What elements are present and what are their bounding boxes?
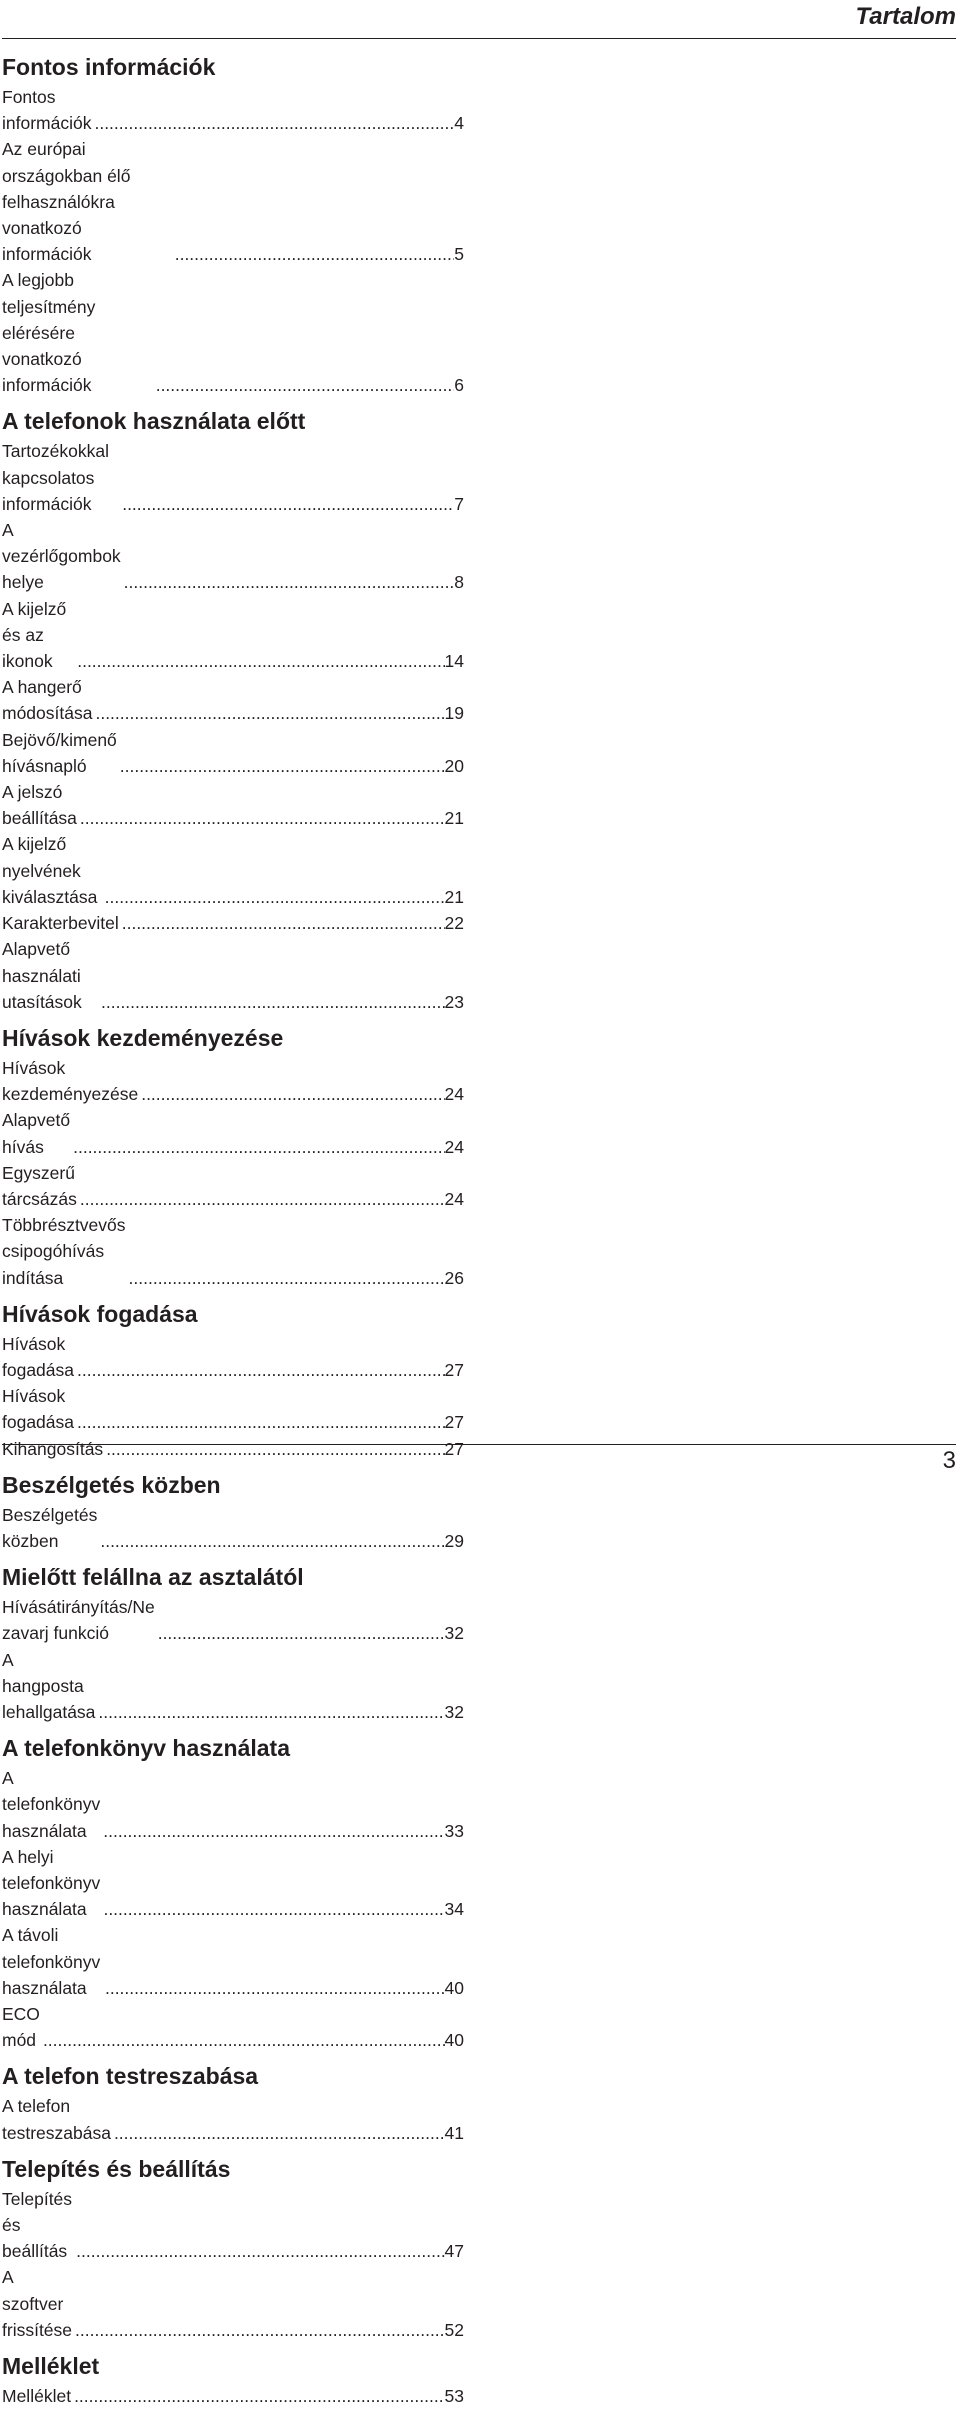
toc-entry-page: 29: [444, 1530, 464, 1551]
header-divider: [2, 38, 956, 39]
toc-entry-title: Karakterbevitel: [2, 913, 119, 934]
toc-entry[interactable]: [2, 84, 464, 136]
toc-entry[interactable]: [2, 136, 464, 267]
dot-leader: [141, 1081, 444, 1107]
toc-section: [2, 1560, 464, 1725]
section-heading: Hívások kezdeményezése: [2, 1024, 284, 1051]
dot-leader: [156, 372, 455, 398]
dot-leader: [105, 884, 445, 910]
section-heading: A telefon testreszabása: [2, 2063, 259, 2090]
toc-entry-page: 27: [444, 1359, 464, 1380]
section-heading: Mielőtt felállna az asztalától: [2, 1564, 304, 1591]
toc-entry[interactable]: [2, 1055, 464, 1107]
toc-entry-page: 34: [444, 1899, 464, 1920]
toc-section: [2, 2349, 464, 2409]
toc-entry-page: 7: [454, 493, 464, 514]
toc-entry-title: A telefonkönyv használata: [2, 1768, 101, 1841]
toc-entry-page: 23: [444, 991, 464, 1012]
toc-entry[interactable]: [2, 1107, 464, 1159]
toc-entry-title: ECO mód: [2, 2004, 40, 2051]
toc-entry[interactable]: [2, 674, 464, 726]
section-heading: Telepítés és beállítás: [2, 2155, 231, 2182]
toc-section: [2, 404, 464, 1014]
section-heading: A telefonkönyv használata: [2, 1735, 291, 1762]
toc-entry[interactable]: [2, 1765, 464, 1844]
toc-entry[interactable]: [2, 2001, 464, 2053]
toc-section: [2, 1468, 464, 1554]
toc-section: [2, 2152, 464, 2343]
dot-leader: [175, 241, 455, 267]
dot-leader: [124, 569, 455, 595]
toc-entry-title: A jelszó beállítása: [2, 782, 77, 829]
toc-entry-title: Telepítés és beállítás: [2, 2188, 73, 2262]
dot-leader: [77, 1409, 445, 1435]
section-heading: Beszélgetés közben: [2, 1471, 221, 1498]
dot-leader: [158, 1620, 445, 1646]
toc-entry-page: 14: [444, 651, 464, 672]
toc-entry-title: Hívások fogadása: [2, 1386, 75, 1433]
toc-entry-page: 24: [444, 1084, 464, 1105]
dot-leader: [129, 1265, 445, 1291]
toc-entry[interactable]: [2, 267, 464, 398]
toc-entry[interactable]: [2, 1594, 464, 1646]
page-number: 3: [942, 1447, 956, 1474]
toc-entry-title: Egyszerű tárcsázás: [2, 1162, 77, 1209]
toc-entry-title: Hívások fogadása: [2, 1333, 75, 1380]
toc-entry-page: 27: [444, 1412, 464, 1433]
dot-leader: [95, 700, 444, 726]
toc-entry[interactable]: [2, 1383, 464, 1435]
dot-leader: [106, 1436, 444, 1462]
section-heading: Fontos információk: [2, 54, 216, 80]
toc-entry[interactable]: [2, 1331, 464, 1383]
dot-leader: [103, 1896, 444, 1922]
toc-entry-title: Beszélgetés közben: [2, 1504, 98, 1551]
toc-entry[interactable]: [2, 1436, 464, 1462]
dot-leader: [73, 1134, 444, 1160]
toc-section: [2, 2059, 464, 2145]
toc-entry-title: Fontos információk: [2, 87, 92, 134]
toc-entry-page: 40: [444, 1977, 464, 1998]
dot-leader: [80, 1186, 445, 1212]
toc-entry-title: A vezérlőgombok helye: [2, 520, 121, 593]
toc-entry-page: 53: [444, 2386, 464, 2407]
toc-entry[interactable]: [2, 1160, 464, 1212]
toc-entry[interactable]: [2, 1502, 464, 1554]
toc-entry-page: 6: [454, 375, 464, 396]
toc-entry-page: 24: [444, 1188, 464, 1209]
table-of-contents: [2, 50, 464, 2409]
toc-entry-page: 33: [444, 1820, 464, 1841]
dot-leader: [76, 2238, 444, 2264]
toc-entry[interactable]: [2, 2383, 464, 2409]
toc-entry-page: 8: [454, 572, 464, 593]
toc-entry-title: Alapvető használati utasítások: [2, 939, 82, 1012]
dot-leader: [43, 2027, 445, 2053]
toc-entry-page: 41: [444, 2122, 464, 2143]
toc-entry-title: Bejövő/kimenő hívásnapló: [2, 729, 117, 776]
dot-leader: [98, 1699, 444, 1725]
dot-leader: [105, 1975, 445, 2001]
section-heading: Hívások fogadása: [2, 1300, 198, 1327]
toc-entry-page: 24: [444, 1136, 464, 1157]
toc-entry-page: 32: [444, 1701, 464, 1722]
toc-entry-title: Melléklet: [2, 2386, 72, 2407]
toc-entry[interactable]: [2, 1212, 464, 1291]
dot-leader: [74, 2383, 444, 2409]
toc-entry-page: 26: [444, 1267, 464, 1288]
toc-entry[interactable]: [2, 1647, 464, 1726]
toc-entry[interactable]: [2, 910, 464, 936]
toc-entry-page: 40: [444, 2030, 464, 2051]
toc-entry-title: A távoli telefonkönyv használata: [2, 1925, 101, 1998]
dot-leader: [122, 910, 445, 936]
toc-entry[interactable]: [2, 831, 464, 910]
toc-entry-title: Alapvető hívás: [2, 1110, 71, 1157]
toc-entry-title: A kijelző nyelvének kiválasztása: [2, 834, 98, 907]
dot-leader: [94, 110, 454, 136]
toc-entry-title: A telefon testreszabása: [2, 2096, 111, 2143]
dot-leader: [103, 1818, 444, 1844]
toc-entry-page: 21: [444, 886, 464, 907]
toc-entry-page: 27: [444, 1438, 464, 1459]
toc-entry-title: Hívások kezdeményezése: [2, 1057, 139, 1105]
toc-entry-page: 4: [454, 113, 464, 134]
toc-entry-title: Hívásátirányítás/Ne zavarj funkció: [2, 1597, 155, 1644]
toc-entry-page: 20: [444, 755, 464, 776]
toc-entry-title: Tartozékokkal kapcsolatos információk: [2, 441, 109, 514]
toc-entry-title: A hangerő módosítása: [2, 677, 93, 724]
toc-entry[interactable]: [2, 438, 464, 517]
toc-section: [2, 1731, 464, 2053]
toc-entry[interactable]: [2, 517, 464, 596]
dot-leader: [120, 753, 445, 779]
dot-leader: [114, 2120, 445, 2146]
toc-entry-page: 21: [444, 808, 464, 829]
toc-entry[interactable]: [2, 2264, 464, 2343]
dot-leader: [122, 491, 454, 517]
toc-entry-title: Kihangosítás: [2, 1438, 104, 1459]
toc-entry-title: Többrésztvevős csipogóhívás indítása: [2, 1215, 126, 1288]
toc-entry[interactable]: [2, 1844, 464, 1923]
toc-entry-page: 19: [444, 703, 464, 724]
dot-leader: [77, 1357, 445, 1383]
toc-entry-title: A szoftver frissítése: [2, 2267, 73, 2340]
toc-entry[interactable]: [2, 936, 464, 1015]
toc-entry-page: 47: [444, 2241, 464, 2262]
toc-entry[interactable]: [2, 596, 464, 675]
toc-entry[interactable]: [2, 779, 464, 831]
page-header-title: Tartalom: [855, 3, 956, 30]
toc-entry[interactable]: [2, 2186, 464, 2265]
toc-section: [2, 50, 464, 398]
dot-leader: [77, 648, 444, 674]
toc-entry-title: A hangposta lehallgatása: [2, 1649, 96, 1722]
toc-entry-title: A legjobb teljesítmény elérésére vonatkozó információk: [2, 270, 96, 396]
toc-entry-page: 52: [444, 2319, 464, 2340]
dot-leader: [75, 2317, 445, 2343]
dot-leader: [101, 989, 445, 1015]
dot-leader: [80, 805, 445, 831]
toc-entry[interactable]: [2, 2093, 464, 2145]
toc-entry-page: 22: [444, 913, 464, 934]
section-heading: A telefonok használata előtt: [2, 408, 306, 435]
footer-divider: [2, 1444, 956, 1445]
toc-section: [2, 1021, 464, 1291]
toc-entry-page: 32: [444, 1623, 464, 1644]
toc-entry[interactable]: [2, 727, 464, 779]
toc-entry[interactable]: [2, 1922, 464, 2001]
toc-entry-title: A helyi telefonkönyv használata: [2, 1846, 101, 1920]
toc-entry-page: 5: [454, 244, 464, 265]
section-heading: Melléklet: [2, 2353, 100, 2380]
toc-entry-title: A kijelző és az ikonok: [2, 598, 67, 672]
toc-section: [2, 1297, 464, 1462]
toc-entry-title: Az európai országokban élő felhasználókra vonatkozó információk: [2, 139, 131, 265]
dot-leader: [100, 1528, 444, 1554]
